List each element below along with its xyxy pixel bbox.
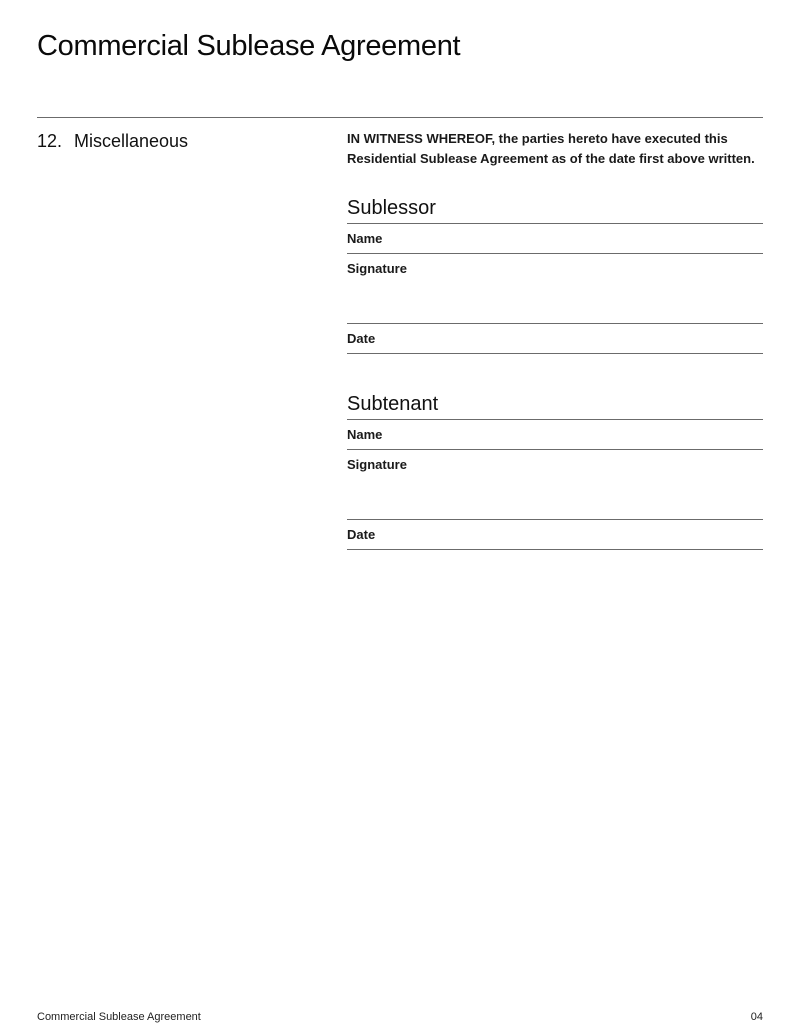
footer-page-number: 04 [750, 1011, 763, 1023]
header-divider [37, 117, 763, 118]
document-title: Commercial Sublease Agreement [37, 30, 461, 62]
party-title: Subtenant [347, 393, 439, 415]
witness-statement: IN WITNESS WHEREOF, the parties hereto have executed this Residential Sublease Agreement as of the date first above written. [347, 131, 755, 166]
field-label: Name [347, 427, 383, 442]
subtenant-date-field[interactable] [347, 520, 763, 549]
sublessor-signature-field[interactable] [347, 254, 763, 323]
field-label: Date [347, 331, 376, 346]
divider [347, 353, 763, 354]
section-heading [37, 131, 188, 152]
sublessor-name-field[interactable] [347, 224, 763, 253]
party-title: Sublessor [347, 197, 436, 219]
footer-document-title: Commercial Sublease Agreement [37, 1011, 201, 1023]
subtenant-name-field[interactable] [347, 420, 763, 449]
subtenant-block [347, 389, 763, 550]
sublessor-date-field[interactable] [347, 324, 763, 353]
field-label: Signature [347, 261, 407, 276]
subtenant-signature-field[interactable] [347, 450, 763, 519]
signature-column [347, 129, 763, 542]
field-label: Date [347, 527, 376, 542]
section-number: 12. [37, 131, 63, 151]
field-label: Signature [347, 457, 407, 472]
sublessor-block [347, 193, 763, 354]
field-label: Name [347, 231, 383, 246]
section-title: Miscellaneous [74, 131, 189, 151]
divider [347, 549, 763, 550]
